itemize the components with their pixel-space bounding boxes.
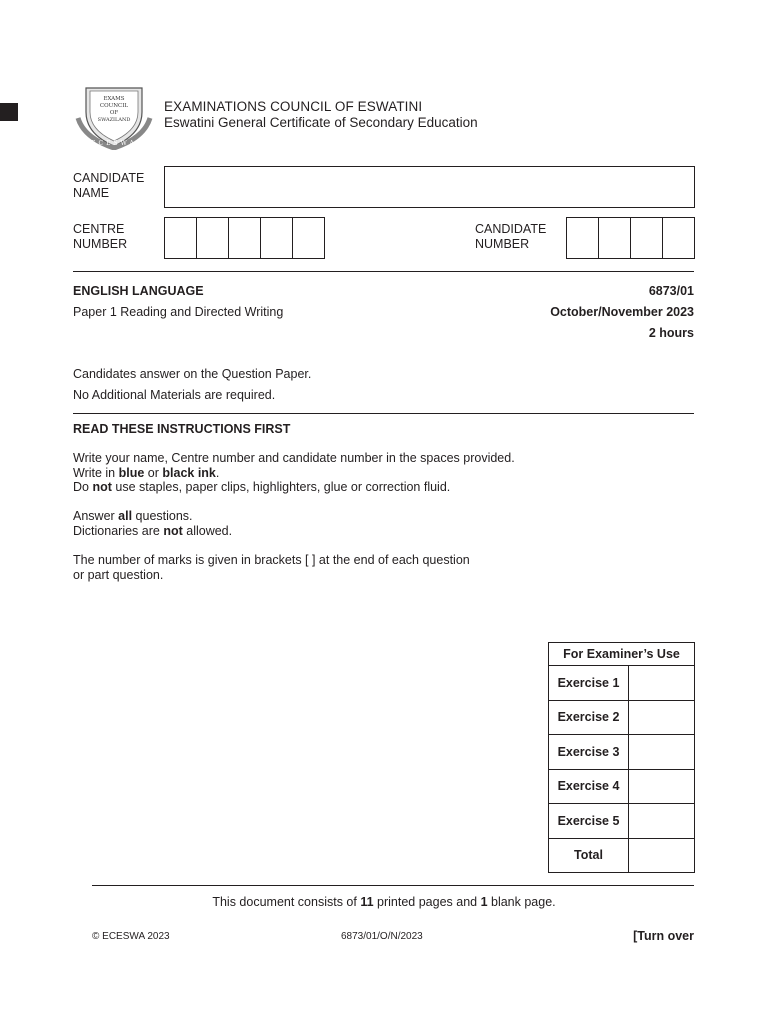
- exercise-mark-cell[interactable]: [629, 700, 695, 735]
- exam-session: October/November 2023: [550, 305, 694, 319]
- eceswa-logo: [72, 82, 156, 150]
- centre-number-digit[interactable]: [229, 218, 261, 258]
- svg-text:COUNCIL: COUNCIL: [99, 103, 129, 109]
- candidate-number-digit[interactable]: [631, 218, 663, 258]
- paper-code: 6873/01: [648, 284, 694, 298]
- candidate-number-field[interactable]: [566, 217, 695, 259]
- svg-text:SWAZILAND: SWAZILAND: [97, 117, 131, 123]
- examiner-table-heading: For Examiner’s Use: [549, 643, 695, 666]
- divider: [92, 885, 694, 886]
- exercise-mark-cell[interactable]: [629, 804, 695, 839]
- exercise-mark-cell[interactable]: [629, 666, 695, 701]
- exercise-mark-cell[interactable]: [629, 735, 695, 770]
- candidate-number-digit[interactable]: [599, 218, 631, 258]
- council-name: EXAMINATIONS COUNCIL OF ESWATINI: [164, 99, 423, 114]
- centre-number-field[interactable]: [164, 217, 325, 259]
- exercise-label: Exercise 4: [549, 769, 629, 804]
- instructions-paragraph: Answer all questions. Dictionaries are not allowed.: [73, 509, 233, 538]
- svg-text:OF: OF: [109, 110, 119, 116]
- materials-note: No Additional Materials are required.: [73, 388, 276, 402]
- centre-number-label: CENTRE NUMBER: [73, 222, 128, 251]
- svg-text:ECESWA: ECESWA: [91, 140, 137, 147]
- exercise-label: Exercise 2: [549, 700, 629, 735]
- total-mark-cell[interactable]: [629, 838, 695, 873]
- exercise-label: Exercise 3: [549, 735, 629, 770]
- page-count-note: This document consists of 11 printed pages and 1 blank page.: [212, 895, 556, 909]
- instructions-heading: READ THESE INSTRUCTIONS FIRST: [73, 422, 291, 436]
- centre-number-digit[interactable]: [165, 218, 197, 258]
- candidate-number-digit[interactable]: [567, 218, 599, 258]
- exam-duration: 2 hours: [648, 326, 694, 340]
- instructions-paragraph: The number of marks is given in brackets [ ] at the end of each question or part question.: [73, 553, 470, 582]
- exercise-mark-cell[interactable]: [629, 769, 695, 804]
- svg-text:EXAMS: EXAMS: [103, 96, 125, 102]
- edge-registration-mark: [0, 103, 18, 121]
- exercise-label: Exercise 1: [549, 666, 629, 701]
- exercise-label: Exercise 5: [549, 804, 629, 839]
- certificate-name: Eswatini General Certificate of Secondary Education: [164, 115, 478, 130]
- copyright: © ECESWA 2023: [92, 931, 170, 942]
- divider: [73, 413, 694, 414]
- materials-note: Candidates answer on the Question Paper.: [73, 367, 312, 381]
- instructions-paragraph: Write your name, Centre number and candidate number in the spaces provided. Write in blue or black ink. Do not use staples, paper clips, highlighters, glue or correction fluid.: [73, 451, 515, 494]
- candidate-number-digit[interactable]: [663, 218, 694, 258]
- divider: [73, 271, 694, 272]
- turn-over: [Turn over: [633, 929, 694, 943]
- paper-reference: 6873/01/O/N/2023: [341, 931, 423, 942]
- centre-number-digit[interactable]: [197, 218, 229, 258]
- paper-title: Paper 1 Reading and Directed Writing: [73, 305, 284, 319]
- centre-number-digit[interactable]: [261, 218, 293, 258]
- subject-title: ENGLISH LANGUAGE: [73, 284, 204, 298]
- candidate-name-label: CANDIDATE NAME: [73, 171, 145, 200]
- candidate-name-field[interactable]: [164, 166, 695, 208]
- examiner-use-table: [548, 642, 695, 873]
- centre-number-digit[interactable]: [293, 218, 324, 258]
- total-label: Total: [549, 838, 629, 873]
- candidate-number-label: CANDIDATE NUMBER: [475, 222, 547, 251]
